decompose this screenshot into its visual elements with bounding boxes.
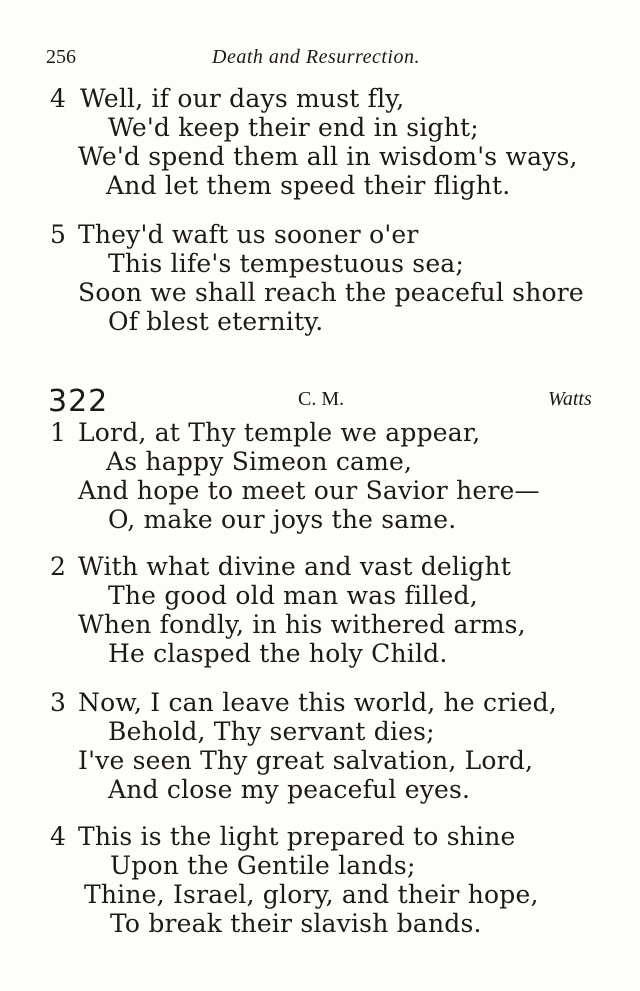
page-number: 256 <box>46 46 76 68</box>
stanza-line: He clasped the holy Child. <box>108 639 448 668</box>
stanza-line: And close my peaceful eyes. <box>108 775 471 804</box>
stanza-line: To break their slavish bands. <box>110 909 482 938</box>
stanza-line: They'd waft us sooner o'er <box>78 220 419 249</box>
stanza-line: Soon we shall reach the peaceful shore <box>78 278 584 307</box>
stanza-number: 3 <box>50 688 66 717</box>
hymn-meter: C. M. <box>298 388 345 410</box>
stanza-number: 5 <box>50 220 66 249</box>
stanza-number: 1 <box>50 418 66 447</box>
stanza-line: When fondly, in his withered arms, <box>78 610 526 639</box>
page-header <box>46 46 600 76</box>
stanza-line: Upon the Gentile lands; <box>110 851 416 880</box>
stanza-line: We'd keep their end in sight; <box>108 113 479 142</box>
running-title: Death and Resurrection. <box>212 46 420 68</box>
stanza-line: And let them speed their flight. <box>106 171 511 200</box>
stanza-line: Thine, Israel, glory, and their hope, <box>84 880 539 909</box>
stanza-line: Of blest eternity. <box>108 307 324 336</box>
stanza-line: Now, I can leave this world, he cried, <box>78 688 557 717</box>
stanza-line: With what divine and vast delight <box>78 552 512 581</box>
stanza-number: 4 <box>50 84 66 113</box>
stanza-line: Lord, at Thy temple we appear, <box>78 418 481 447</box>
stanza-line: We'd spend them all in wisdom's ways, <box>78 142 578 171</box>
stanza-number: 4 <box>50 822 66 851</box>
stanza-line: This is the light prepared to shine <box>78 822 516 851</box>
stanza-line: This life's tempestuous sea; <box>108 249 465 278</box>
stanza-line: Behold, Thy servant dies; <box>108 717 435 746</box>
stanza-number: 2 <box>50 552 66 581</box>
stanza-line: Well, if our days must fly, <box>80 84 405 113</box>
hymn-number: 322 <box>48 384 109 419</box>
stanza-line: The good old man was filled, <box>108 581 478 610</box>
hymn-author: Watts <box>548 388 592 410</box>
hymn-heading <box>0 384 640 418</box>
stanza-line: And hope to meet our Savior here— <box>78 476 540 505</box>
stanza-line: I've seen Thy great salvation, Lord, <box>78 746 534 775</box>
stanza-line: O, make our joys the same. <box>108 505 457 534</box>
stanza-line: As happy Simeon came, <box>106 447 413 476</box>
